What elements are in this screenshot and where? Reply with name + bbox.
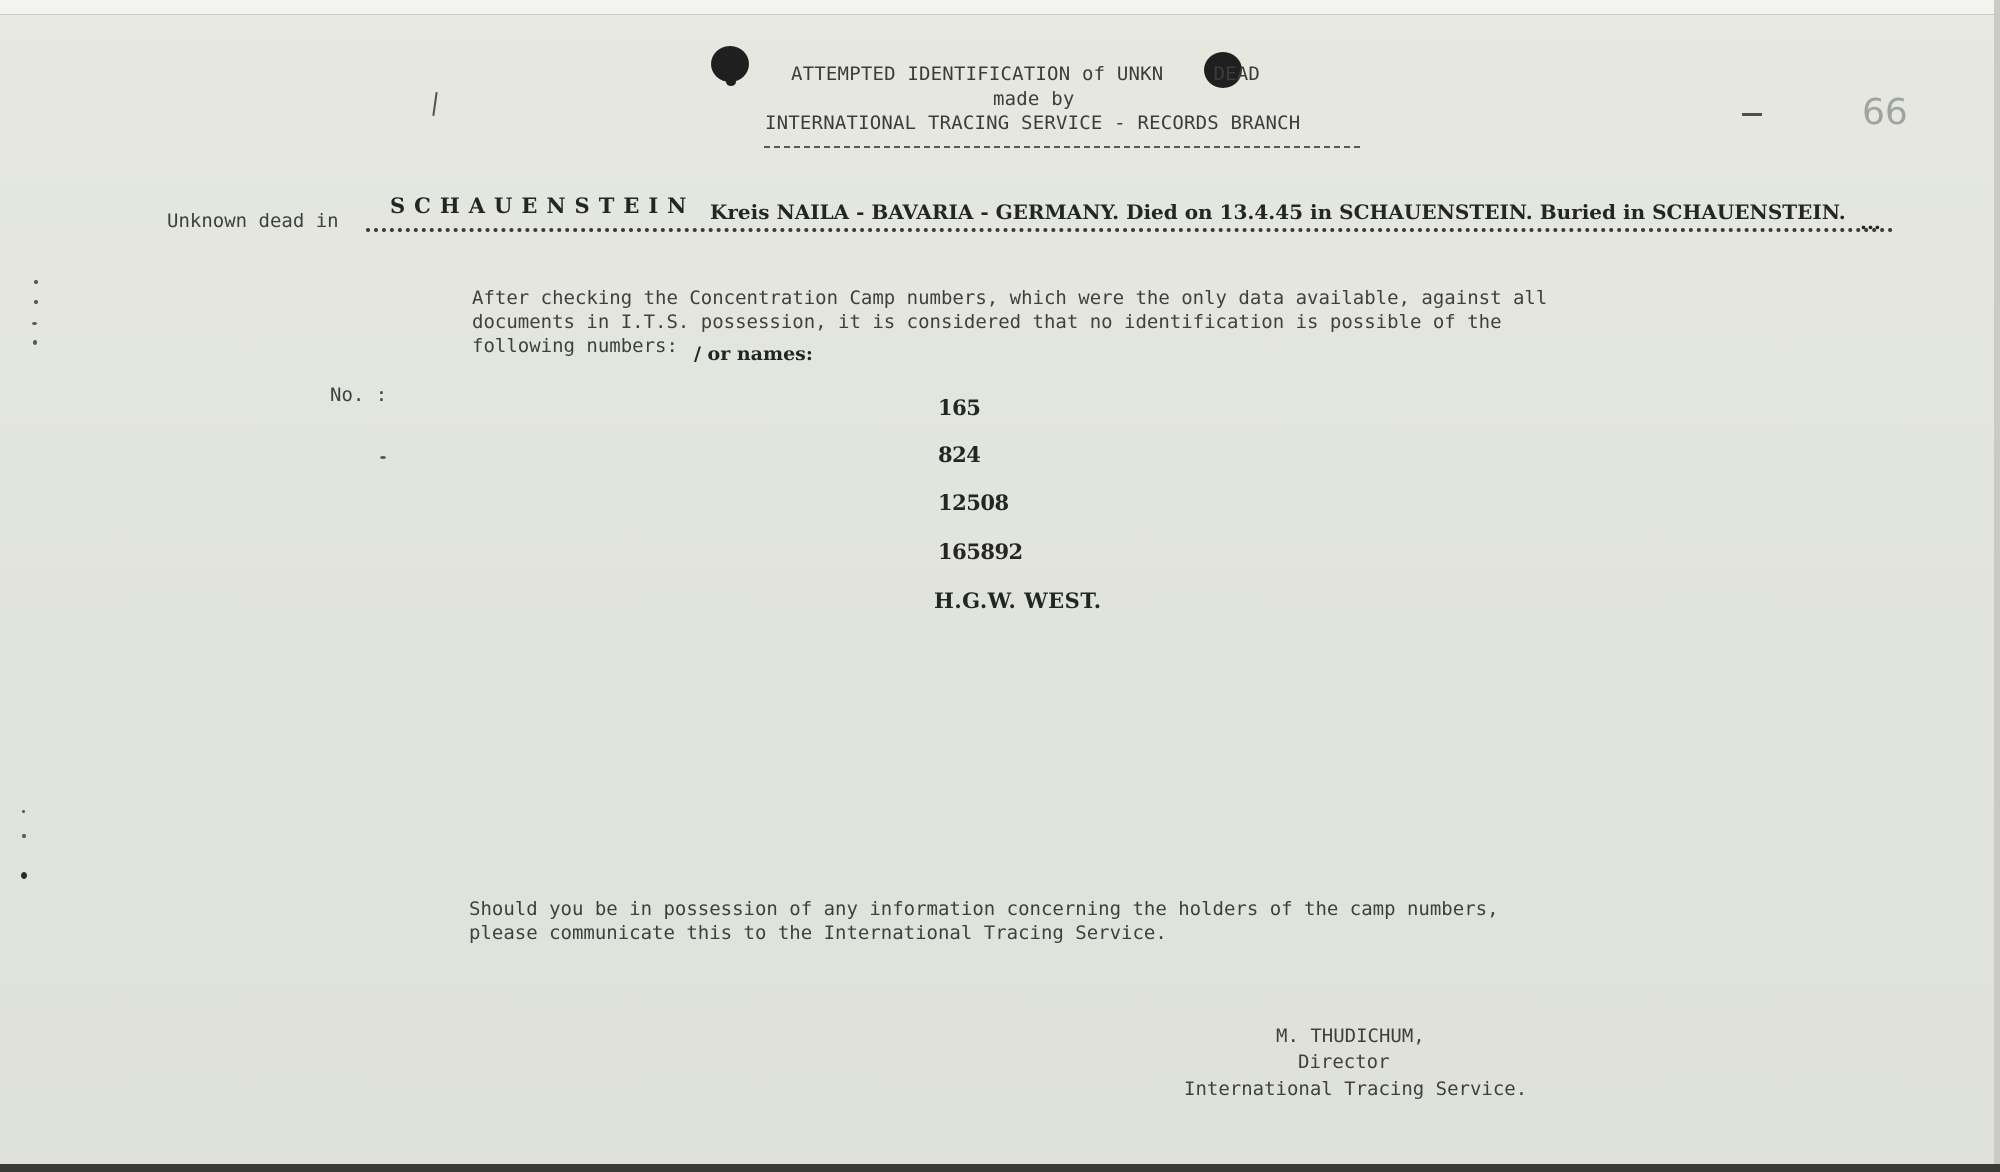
margin-speck xyxy=(32,322,37,325)
header-title-part-1: ATTEMPTED IDENTIFICATION of UNKN xyxy=(791,63,1164,85)
signature-title: Director xyxy=(1298,1051,1390,1073)
place-trailing-dots: ... xyxy=(1860,210,1881,234)
camp-number: 165 xyxy=(938,395,981,420)
corner-dash xyxy=(1742,113,1762,116)
margin-speck xyxy=(22,810,25,813)
place-name: SCHAUENSTEIN xyxy=(390,193,696,218)
pen-mark xyxy=(432,92,437,116)
dotted-fill-line xyxy=(366,228,1894,232)
numbers-label: No. : xyxy=(330,384,388,406)
header-organization: INTERNATIONAL TRACING SERVICE - RECORDS BRANCH xyxy=(765,112,1301,134)
margin-speck xyxy=(34,300,38,304)
corner-page-number: 66 xyxy=(1862,92,1908,133)
camp-number: 824 xyxy=(938,442,981,467)
header-underline xyxy=(764,146,1360,148)
place-details: Kreis NAILA - BAVARIA - GERMANY. Died on 13.4.45 in SCHAUENSTEIN. Buried in SCHAUENSTEIN. xyxy=(710,200,1846,224)
paragraph-line-3: following numbers: xyxy=(472,335,678,357)
paragraph-line-2: documents in I.T.S. possession, it is considered that no identification is possible of the xyxy=(472,311,1502,333)
camp-number: 165892 xyxy=(938,539,1023,564)
camp-name: H.G.W. WEST. xyxy=(934,588,1102,613)
header-title-part-2: DEAD xyxy=(1213,63,1261,85)
signature-organization: International Tracing Service. xyxy=(1184,1078,1528,1100)
signature-name: M. THUDICHUM, xyxy=(1276,1025,1425,1047)
paper-right-edge xyxy=(1994,0,2000,1172)
paragraph-addition: / or names: xyxy=(694,343,813,365)
header-made-by: made by xyxy=(993,88,1075,110)
margin-speck xyxy=(21,872,27,879)
margin-speck xyxy=(22,834,26,838)
paper-bottom-edge xyxy=(0,1164,2000,1172)
header-title xyxy=(791,65,1260,84)
punch-hole-left xyxy=(711,46,749,82)
margin-speck xyxy=(34,280,38,284)
closing-line-1: Should you be in possession of any information concerning the holders of the camp numbers, xyxy=(469,898,1499,920)
paper-top-edge xyxy=(0,0,2000,15)
margin-speck xyxy=(33,340,37,345)
paragraph-line-1: After checking the Concentration Camp numbers, which were the only data available, against all xyxy=(472,287,1548,309)
page-speck xyxy=(380,456,386,459)
camp-number: 12508 xyxy=(938,490,1009,515)
unknown-dead-label: Unknown dead in xyxy=(167,210,339,232)
closing-line-2: please communicate this to the International Tracing Service. xyxy=(469,922,1167,944)
